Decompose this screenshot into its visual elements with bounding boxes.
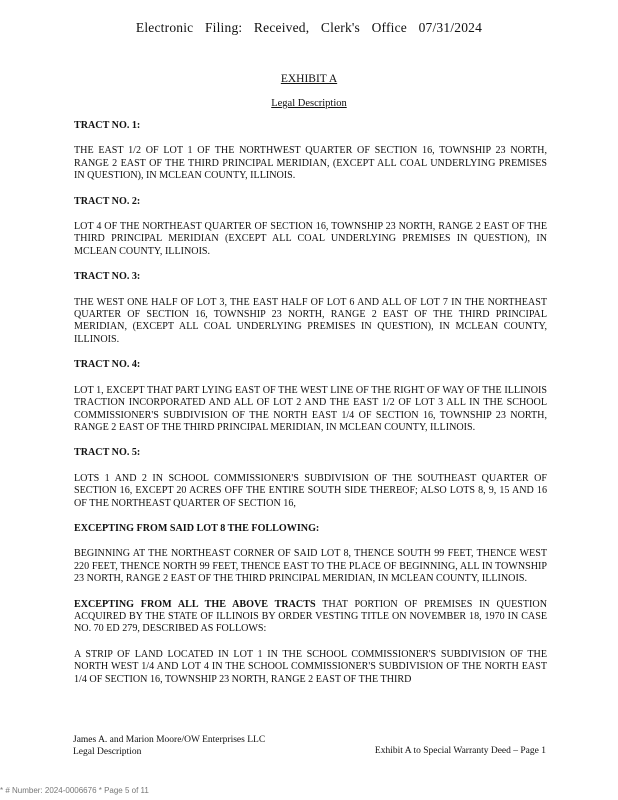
tract-5-text: LOTS 1 AND 2 IN SCHOOL COMMISSIONER'S SUBDIVISION OF THE SOUTHEAST QUARTER OF SECTION 16, EXCEPT 20 ACRES OFF THE ENTIRE SOUTH SIDE THEREOF; ALSO LOTS 8, 9, 15 AND 16 OF THE NORTHEAST QUARTER OF SECTION 16, bbox=[74, 472, 547, 509]
footer-page-label: Exhibit A to Special Warranty Deed – Page 1 bbox=[374, 746, 546, 756]
excepting-all-paragraph bbox=[74, 599, 547, 636]
exhibit-title: EXHIBIT A bbox=[280, 73, 338, 85]
tract-4-text: LOT 1, EXCEPT THAT PART LYING EAST OF THE WEST LINE OF THE RIGHT OF WAY OF THE ILLINOIS TRACTION INCORPORATED AND ALL OF LOT 2 AND THE EAST 1/2 OF LOT 3 ALL IN THE SCHOOL COMMISSIONER'S SUBDIVISION OF THE NORTH EAST 1/4 OF SECTION 16, TOWNSHIP 23 NORTH, RANGE 2 EAST OF THE THIRD PRINCIPAL MERIDIAN, IN MCLEAN COUNTY, ILLINOIS. bbox=[74, 384, 547, 433]
footer-doc-title: Legal Description bbox=[73, 746, 142, 757]
strip-paragraph: A STRIP OF LAND LOCATED IN LOT 1 IN THE SCHOOL COMMISSIONER'S SUBDIVISION OF THE NORTH WEST 1/4 AND LOT 4 IN THE SCHOOL COMMISSIONER'S SUBDIVISION OF THE NORTH EAST 1/4 OF SECTION 16, TOWNSHIP 23 NORTH, RANGE 2 EAST OF THE THIRD bbox=[74, 648, 547, 685]
tract-1-text: THE EAST 1/2 OF LOT 1 OF THE NORTHWEST QUARTER OF SECTION 16, TOWNSHIP 23 NORTH, RANGE 2 EAST OF THE THIRD PRINCIPAL MERIDIAN, (EXCEPT ALL COAL UNDERLYING PREMISES IN QUESTION), IN MCLEAN COUNTY, ILLINOIS. bbox=[74, 145, 547, 182]
tract-4-heading: TRACT NO. 4: bbox=[74, 359, 141, 371]
excepting-lot8-text: BEGINNING AT THE NORTHEAST CORNER OF SAID LOT 8, THENCE SOUTH 99 FEET, THENCE WEST 220 FEET, THENCE NORTH 99 FEET, THENCE EAST TO THE PLACE OF BEGINNING, ALL IN TOWNSHIP 23 NORTH, RANGE 2 EAST OF THE THIRD PRINCIPAL MERIDIAN, IN MCLEAN COUNTY, ILLINOIS. bbox=[74, 548, 547, 585]
filing-stamp: Electronic Filing: Received, Clerk's Office 07/31/2024 bbox=[135, 20, 483, 35]
page-number-stamp: * # Number: 2024-0006676 * Page 5 of 11 bbox=[0, 786, 149, 795]
excepting-all-lead: EXCEPTING FROM ALL THE ABOVE TRACTS bbox=[74, 598, 316, 610]
tract-3-text: THE WEST ONE HALF OF LOT 3, THE EAST HALF OF LOT 6 AND ALL OF LOT 7 IN THE NORTHEAST QUARTER OF SECTION 16, TOWNSHIP 23 NORTH, RANGE 2 EAST OF THE THIRD PRINCIPAL MERIDIAN, (EXCEPT ALL COAL UNDERLYING PREMISES IN QUESTION), IN MCLEAN COUNTY, ILLINOIS. bbox=[74, 296, 547, 345]
footer-left bbox=[73, 735, 265, 758]
tract-2-heading: TRACT NO. 2: bbox=[74, 195, 141, 207]
legal-description-body bbox=[74, 120, 547, 686]
exhibit-subtitle: Legal Description bbox=[271, 98, 347, 109]
tract-5-heading: TRACT NO. 5: bbox=[74, 447, 141, 459]
tract-2-text: LOT 4 OF THE NORTHEAST QUARTER OF SECTION 16, TOWNSHIP 23 NORTH, RANGE 2 EAST OF THE THIRD PRINCIPAL MERIDIAN (EXCEPT ALL COAL UNDERLYING PREMISES IN QUESTION), IN MCLEAN COUNTY, ILLINOIS. bbox=[74, 221, 547, 257]
footer-parties: James A. and Marion Moore/OW Enterprises LLC bbox=[73, 735, 266, 745]
tract-3-heading: TRACT NO. 3: bbox=[74, 271, 141, 283]
excepting-lot8-heading: EXCEPTING FROM SAID LOT 8 THE FOLLOWING: bbox=[74, 522, 320, 534]
tract-1-heading: TRACT NO. 1: bbox=[74, 120, 141, 131]
excepting-all-text: THAT PORTION OF PREMISES IN QUESTION ACQUIRED BY THE STATE OF ILLINOIS BY ORDER VESTING TITLE ON NOVEMBER 18, 1970 IN CASE NO. 70 ED 279, DESCRIBED AS FOLLOWS: bbox=[74, 598, 547, 635]
